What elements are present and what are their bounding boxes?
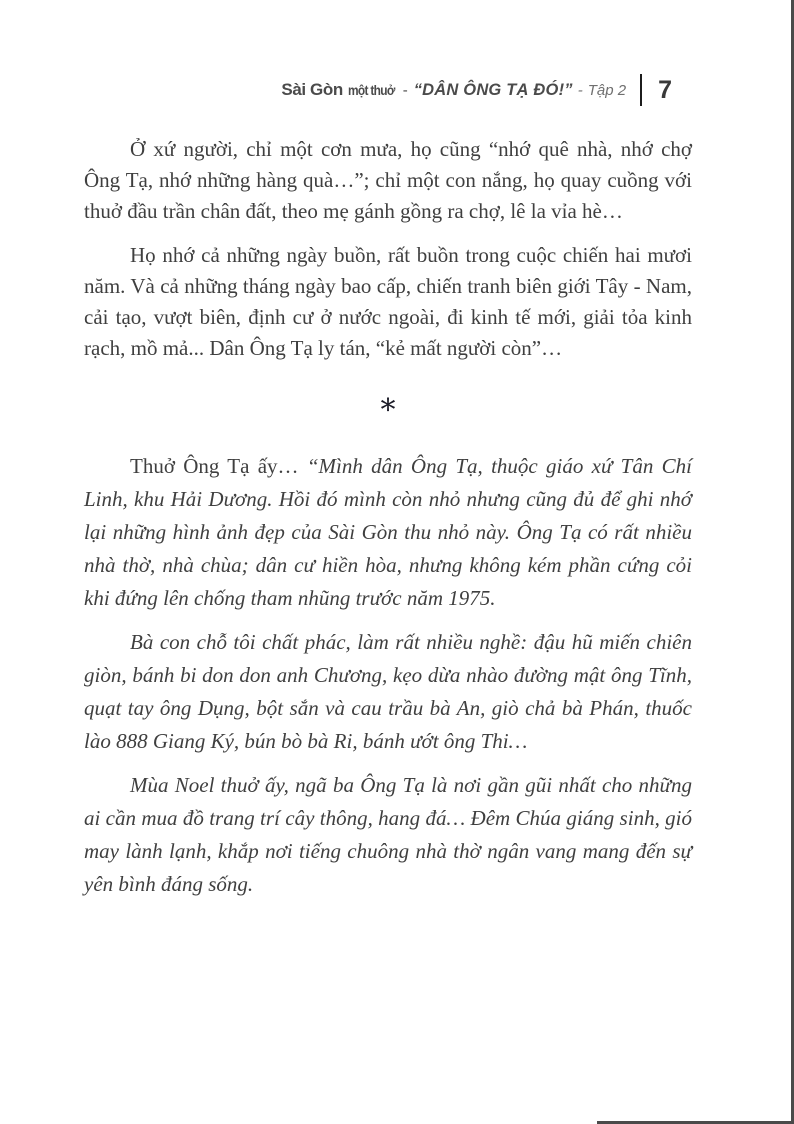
header-dash: - xyxy=(402,81,408,99)
running-header xyxy=(84,74,672,106)
page-body xyxy=(84,134,692,912)
paragraph-1: Ở xứ người, chỉ một cơn mưa, họ cũng “nhớ quê nhà, nhớ chợ Ông Tạ, nhớ những hàng quà…”; chỉ một con nắng, họ quay cuồng với thuở đầu trần chân đất, theo mẹ gánh gồng ra chợ, lê la vỉa hè… xyxy=(84,137,692,223)
paragraph-4: Bà con chỗ tôi chất phác, làm rất nhiều nghề: đậu hũ miến chiên giòn, bánh bi don don anh Chương, kẹo dừa nhào đường mật ông Tĩnh, quạt tay ông Dụng, bột sắn và cau trầu bà An, giò chả bà Phán, thuốc lào 888 Giang Ký, bún bò bà Ri, bánh ướt ông Thi… xyxy=(84,630,692,753)
book-title: “DÂN ÔNG TẠ ĐÓ!” xyxy=(413,80,573,99)
header-divider-rule xyxy=(640,74,642,106)
section-separator-star: * xyxy=(380,393,396,428)
paragraph-2: Họ nhớ cả những ngày buồn, rất buồn trong cuộc chiến hai mươi năm. Và cả những tháng ngày bao cấp, chiến tranh biên giới Tây - Nam, cải tạo, vượt biên, định cư ở nước ngoài, đi kinh tế mới, giải tỏa kinh rạch, mồ mả... Dân Ông Tạ ly tán, “kẻ mất người còn”… xyxy=(84,243,692,360)
page-number: 7 xyxy=(658,76,672,104)
series-subtitle: một thuở xyxy=(347,82,395,98)
paragraph-5: Mùa Noel thuở ấy, ngã ba Ông Tạ là nơi gần gũi nhất cho những ai cần mua đồ trang trí cây thông, hang đá… Đêm Chúa giáng sinh, gió may lành lạnh, khắp nơi tiếng chuông nhà thờ ngân vang mang đến sự yên bình đáng sống. xyxy=(84,773,692,896)
series-title: Sài Gòn xyxy=(281,80,343,99)
header-dash: - xyxy=(577,81,583,99)
paragraph-3 xyxy=(84,450,692,615)
paragraph-3-quote: “Mình dân Ông Tạ, thuộc giáo xứ Tân Chí Linh, khu Hải Dương. Hồi đó mình còn nhỏ nhưng cũng đủ để ghi nhớ lại những hình ảnh đẹp của Sài Gòn thu nhỏ này. Ông Tạ có rất nhiều nhà thờ, nhà chùa; dân cư hiền hòa, nhưng không kém phần cứng cỏi khi đứng lên chống tham nhũng trước năm 1975. xyxy=(84,454,692,610)
paragraph-3-lead: Thuở Ông Tạ ấy… xyxy=(130,454,307,478)
volume-label: Tập 2 xyxy=(587,81,627,99)
